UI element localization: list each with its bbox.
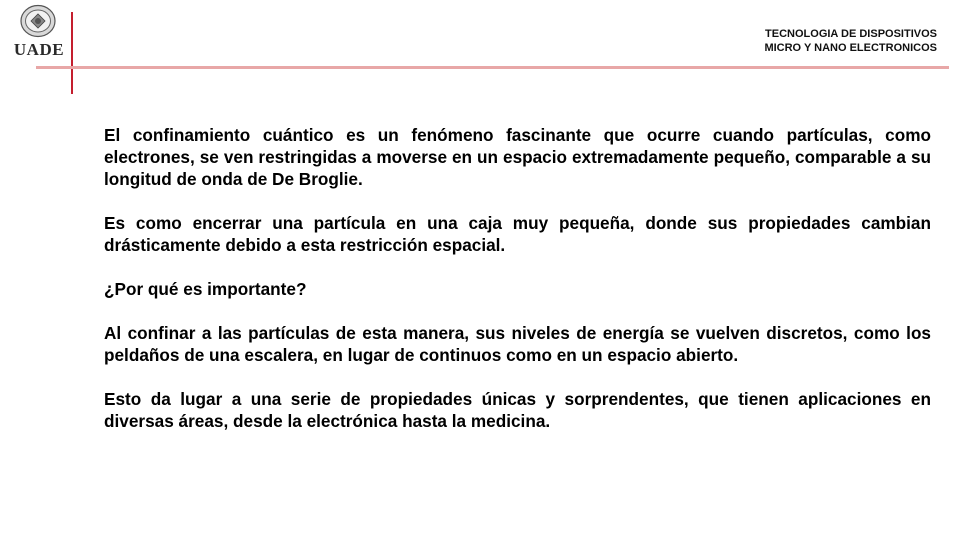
slide-content [104,124,931,454]
uade-logo [8,4,68,58]
paragraph-1: El confinamiento cuántico es un fenómeno fascinante que ocurre cuando partículas, como electrones, se ven restringidas a moverse en un espacio extremadamente pequeño, comparable a su longitud de onda de De Broglie. [104,125,931,189]
header-vertical-divider [71,12,73,94]
course-title-line-1: TECNOLOGIA DE DISPOSITIVOS [765,28,937,40]
paragraph-3: Al confinar a las partículas de esta manera, sus niveles de energía se vuelven discretos, como los peldaños de una escalera, en lugar de continuos como en un espacio abierto. [104,323,931,365]
question-heading: ¿Por qué es importante? [104,279,307,299]
course-title-line-2: MICRO Y NANO ELECTRONICOS [764,42,937,54]
paragraph-4: Esto da lugar a una serie de propiedades únicas y sorprendentes, que tienen aplicaciones en diversas áreas, desde la electrónica hasta la medicina. [104,389,931,431]
header-horizontal-divider [36,66,949,69]
logo-text: UADE [13,40,65,59]
university-seal-icon [20,4,56,38]
course-title [764,27,937,55]
paragraph-2: Es como encerrar una partícula en una caja muy pequeña, donde sus propiedades cambian drásticamente debido a esta restricción espacial. [104,213,931,255]
